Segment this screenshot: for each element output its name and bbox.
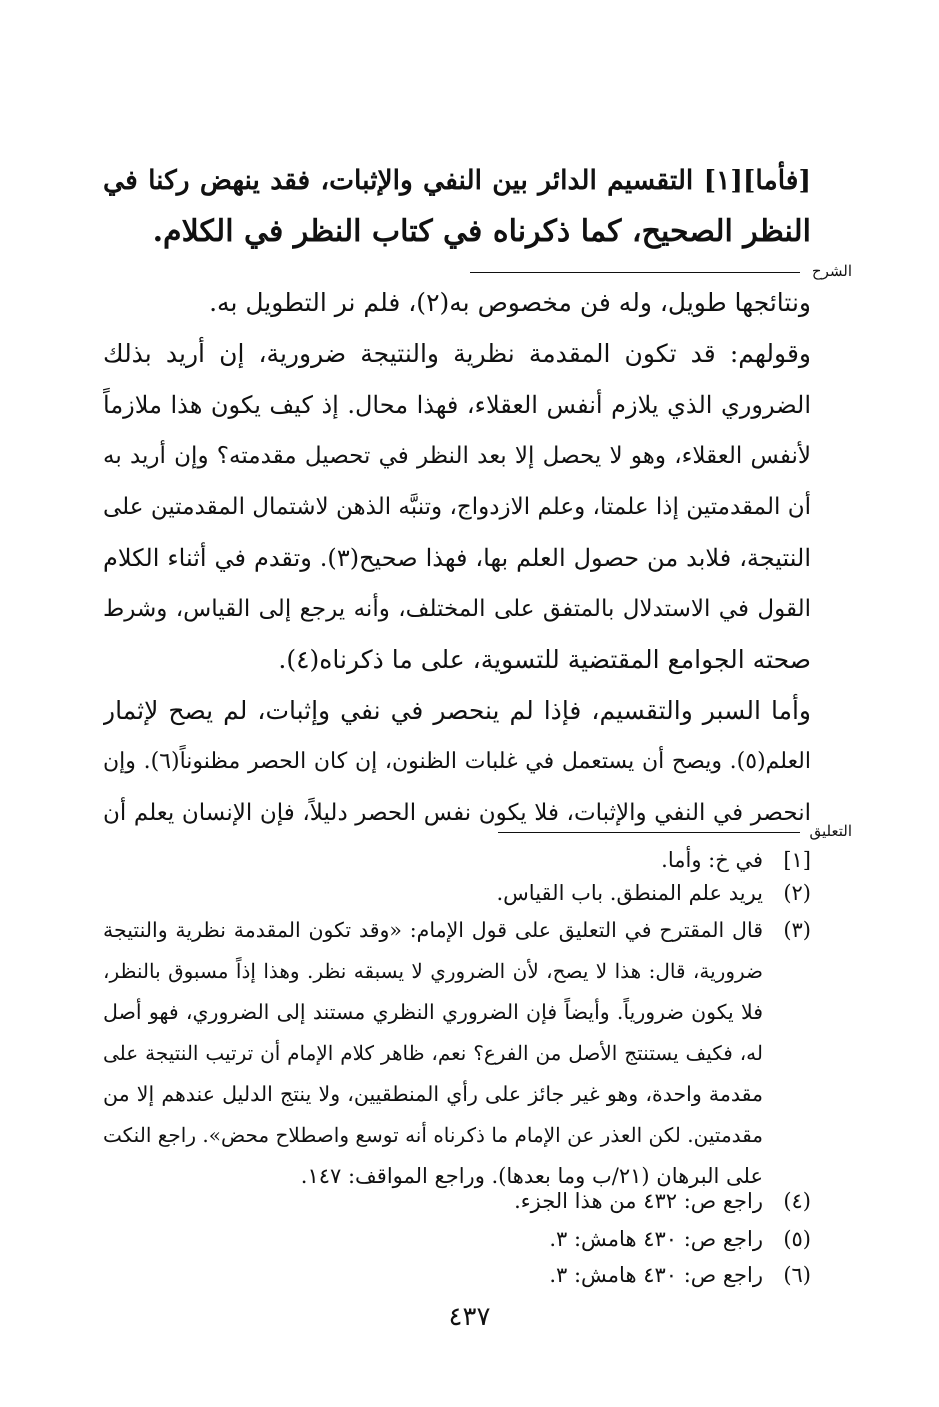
sharh-line: صحته الجوامع المقتضية للتسوية، على ما ذكرناه(٤). bbox=[278, 645, 811, 674]
footnote-number: [١] bbox=[783, 848, 811, 872]
footnote-line: فلا يكون ضرورياً. وأيضاً فإن الضروري النظري مستند إلى الضروري، فهو أصل bbox=[103, 1000, 763, 1024]
footnote-number: (٥) bbox=[783, 1227, 811, 1251]
footnote-number: (٤) bbox=[783, 1189, 811, 1213]
sharh-section-label: الشرح bbox=[811, 262, 852, 280]
footnote-line: راجع ص: ٤٣٠ هامش: ٣. bbox=[549, 1227, 763, 1251]
sharh-line: وقولهم: قد تكون المقدمة نظرية والنتيجة ضرورية، إن أريد بذلك bbox=[103, 339, 811, 368]
sharh-line: العلم(٥). ويصح أن يستعمل في غلبات الظنون، إن كان الحصر مظنوناً(٦). وإن bbox=[103, 749, 811, 774]
footnote-line: راجع ص: ٤٣٠ هامش: ٣. bbox=[549, 1263, 763, 1287]
footnote-line: يريد علم المنطق. باب القياس. bbox=[496, 881, 763, 905]
sharh-line: الضروري الذي يلازم أنفس العقلاء، فهذا محال. إذ كيف يكون هذا ملازماً bbox=[103, 391, 811, 419]
sharh-line: وأما السبر والتقسيم، فإذا لم ينحصر في نفي وإثبات، لم يصح لإثمار bbox=[103, 696, 811, 725]
taliq-section-label: التعليق bbox=[809, 822, 852, 840]
footnote-line: على البرهان (٢١/ب وما بعدها). وراجع المواقف: ١٤٧. bbox=[300, 1164, 763, 1188]
footnote-number: (٦) bbox=[783, 1263, 811, 1287]
sharh-line: النتيجة، فلابد من حصول العلم بها، فهذا صحيح(٣). وتقدم في أثناء الكلام bbox=[103, 544, 811, 572]
footnote-line: قال المقترح في التعليق على قول الإمام: «وقد تكون المقدمة نظرية والنتيجة bbox=[103, 918, 763, 942]
footnote-line: في خ: وأما. bbox=[661, 848, 763, 872]
page-number: ٤٣٧ bbox=[448, 1302, 491, 1332]
sharh-line: أن المقدمتين إذا علمتا، وعلم الازدواج، وتنبَّه الذهن لاشتمال المقدمتين على bbox=[103, 494, 811, 520]
footnote-number: (٢) bbox=[783, 881, 811, 905]
footnote-line: له، فكيف يستنتج الأصل من الفرع؟ نعم، ظاهر كلام الإمام أن ترتيب النتيجة على bbox=[103, 1041, 763, 1065]
sharh-line: ونتائجها طويل، وله فن مخصوص به(٢)، فلم نر التطويل به. bbox=[209, 288, 811, 317]
footnote-line: راجع ص: ٤٣٢ من هذا الجزء. bbox=[514, 1189, 763, 1213]
footnote-line: مقدمة واحدة، وهو غير جائز على رأي المنطقيين، ولا ينتج الدليل عندهم إلا من bbox=[103, 1082, 763, 1106]
sharh-line: القول في الاستدلال بالمتفق على المختلف، وأنه يرجع إلى القياس، وشرط bbox=[103, 596, 811, 622]
sharh-separator-rule bbox=[470, 272, 800, 273]
footnote-number: (٣) bbox=[783, 918, 811, 942]
sharh-line: انحصر في النفي والإثبات، فلا يكون نفس الحصر دليلاً، فإن الإنسان يعلم أن bbox=[103, 800, 811, 826]
matn-line: النظر الصحيح، كما ذكرناه في كتاب النظر في الكلام. bbox=[152, 214, 811, 249]
taliq-separator-rule bbox=[498, 832, 800, 833]
sharh-line: لأنفس العقلاء، وهو لا يحصل إلا بعد النظر في تحصيل مقدمته؟ وإن أريد به bbox=[103, 443, 811, 469]
matn-line: [فأما][١] التقسيم الدائر بين النفي والإثبات، فقد ينهض ركنا في bbox=[103, 165, 811, 196]
footnote-line: ضرورية، قال: هذا لا يصح، لأن الضروري لا يسبقه نظر. وهذا إذاً مسبوق بالنظر، bbox=[103, 959, 763, 983]
footnote-line: مقدمتين. لكن العذر عن الإمام ما ذكرناه أنه توسع واصطلاح محض». راجع النكت bbox=[103, 1123, 763, 1147]
